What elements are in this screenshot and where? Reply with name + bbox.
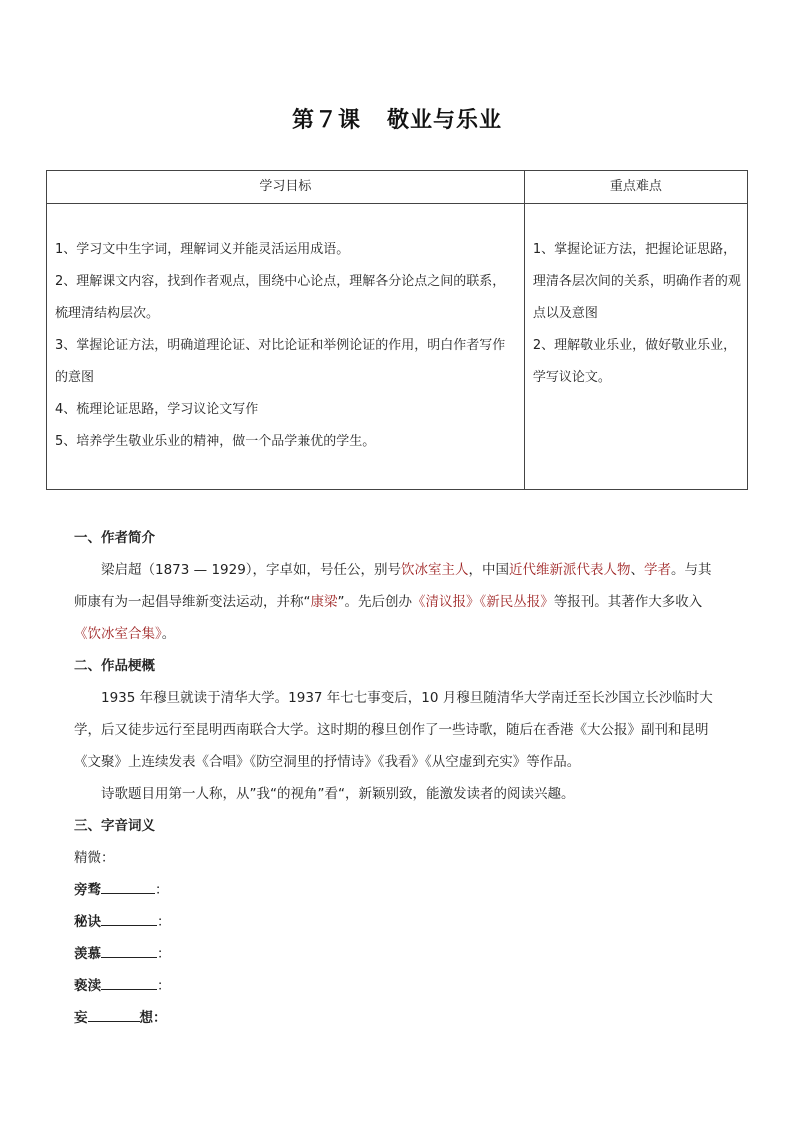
- key-point-item: 2、理解敬业乐业，做好敬业乐业，学写议论文。: [532, 338, 737, 385]
- fill-blank[interactable]: [88, 1005, 140, 1022]
- section-heading-vocab: 三、字音词义: [74, 818, 155, 834]
- highlight-text: 学者: [644, 562, 672, 578]
- goal-item: 2、理解课文内容，找到作者观点，围绕中心论点，理解各分论点之间的联系，梳理清结构层次。: [55, 274, 506, 321]
- goal-item: 1、学习文中生字词，理解词义并能灵活运用成语。: [55, 242, 350, 257]
- key-point-item: 1、掌握论证方法，把握论证思路，理清各层次间的关系，明确作者的观点以及意图: [532, 242, 741, 321]
- highlight-text: 近代维新派代表人物: [509, 562, 631, 578]
- author-paragraph: 梁启超（1873 — 1929），字卓如，号任公，别号饮冰室主人，中国近代维新派代表人物、学者。与其师康有为一起倡导维新变法运动，并称“康梁”。先后创办《清议报》《新民丛报》等报刊。其著作大多收入《饮冰室合集》。: [74, 562, 712, 642]
- highlight-text: 《清议报》: [412, 594, 480, 610]
- goals-table: [46, 170, 748, 490]
- vocab-item: 秘诀 ：: [74, 906, 724, 938]
- lesson-name: 敬业与乐业: [387, 108, 503, 133]
- vocab-item: 亵渎 ：: [74, 970, 724, 1002]
- summary-paragraph: 诗歌题目用第一人称，从”我“的视角”看“，新颖别致，能激发读者的阅读兴趣。: [101, 786, 575, 802]
- summary-paragraph: 1935 年穆旦就读于清华大学。1937 年七七事变后，10 月穆旦随清华大学南迁至长沙国立长沙临时大学，后又徒步远行至昆明西南联合大学。这时期的穆旦创作了一些诗歌，随后在香港《大公报》副刊和昆明《文聚》上连续发表《合唱》《防空洞里的抒情诗》《我看》《从空虚到充实》等作品。: [74, 690, 713, 770]
- highlight-text: 康梁: [310, 594, 338, 610]
- goal-item: 4、梳理论证思路，学习议论文写作: [55, 402, 259, 417]
- vocab-item: 旁骛 ：: [74, 874, 724, 906]
- main-content: [74, 522, 724, 1034]
- vocab-item: 羡慕 ：: [74, 938, 724, 970]
- vocab-intro: 精微：: [74, 850, 115, 866]
- header-key-points: 重点难点: [524, 171, 747, 204]
- key-points-cell: [524, 204, 747, 490]
- section-heading-summary: 二、作品梗概: [74, 658, 155, 674]
- page-title: [0, 103, 794, 134]
- fill-blank[interactable]: [101, 973, 157, 990]
- fill-blank[interactable]: [101, 909, 157, 926]
- learning-goals-cell: [47, 204, 525, 490]
- vocab-item: 妄 想：: [74, 1002, 724, 1034]
- highlight-text: 《饮冰室合集》: [74, 626, 162, 642]
- goal-item: 5、培养学生敬业乐业的精神，做一个品学兼优的学生。: [55, 434, 376, 449]
- fill-blank[interactable]: [101, 877, 155, 894]
- fill-blank[interactable]: [101, 941, 157, 958]
- goal-item: 3、掌握论证方法，明确道理论证、对比论证和举例论证的作用，明白作者写作的意图: [55, 338, 506, 385]
- header-learning-goals: 学习目标: [47, 171, 525, 204]
- highlight-text: 饮冰室主人: [401, 562, 469, 578]
- highlight-text: 《新民丛报》: [479, 594, 554, 610]
- lesson-number: 第７课: [291, 108, 361, 133]
- section-heading-author: 一、作者简介: [74, 530, 155, 546]
